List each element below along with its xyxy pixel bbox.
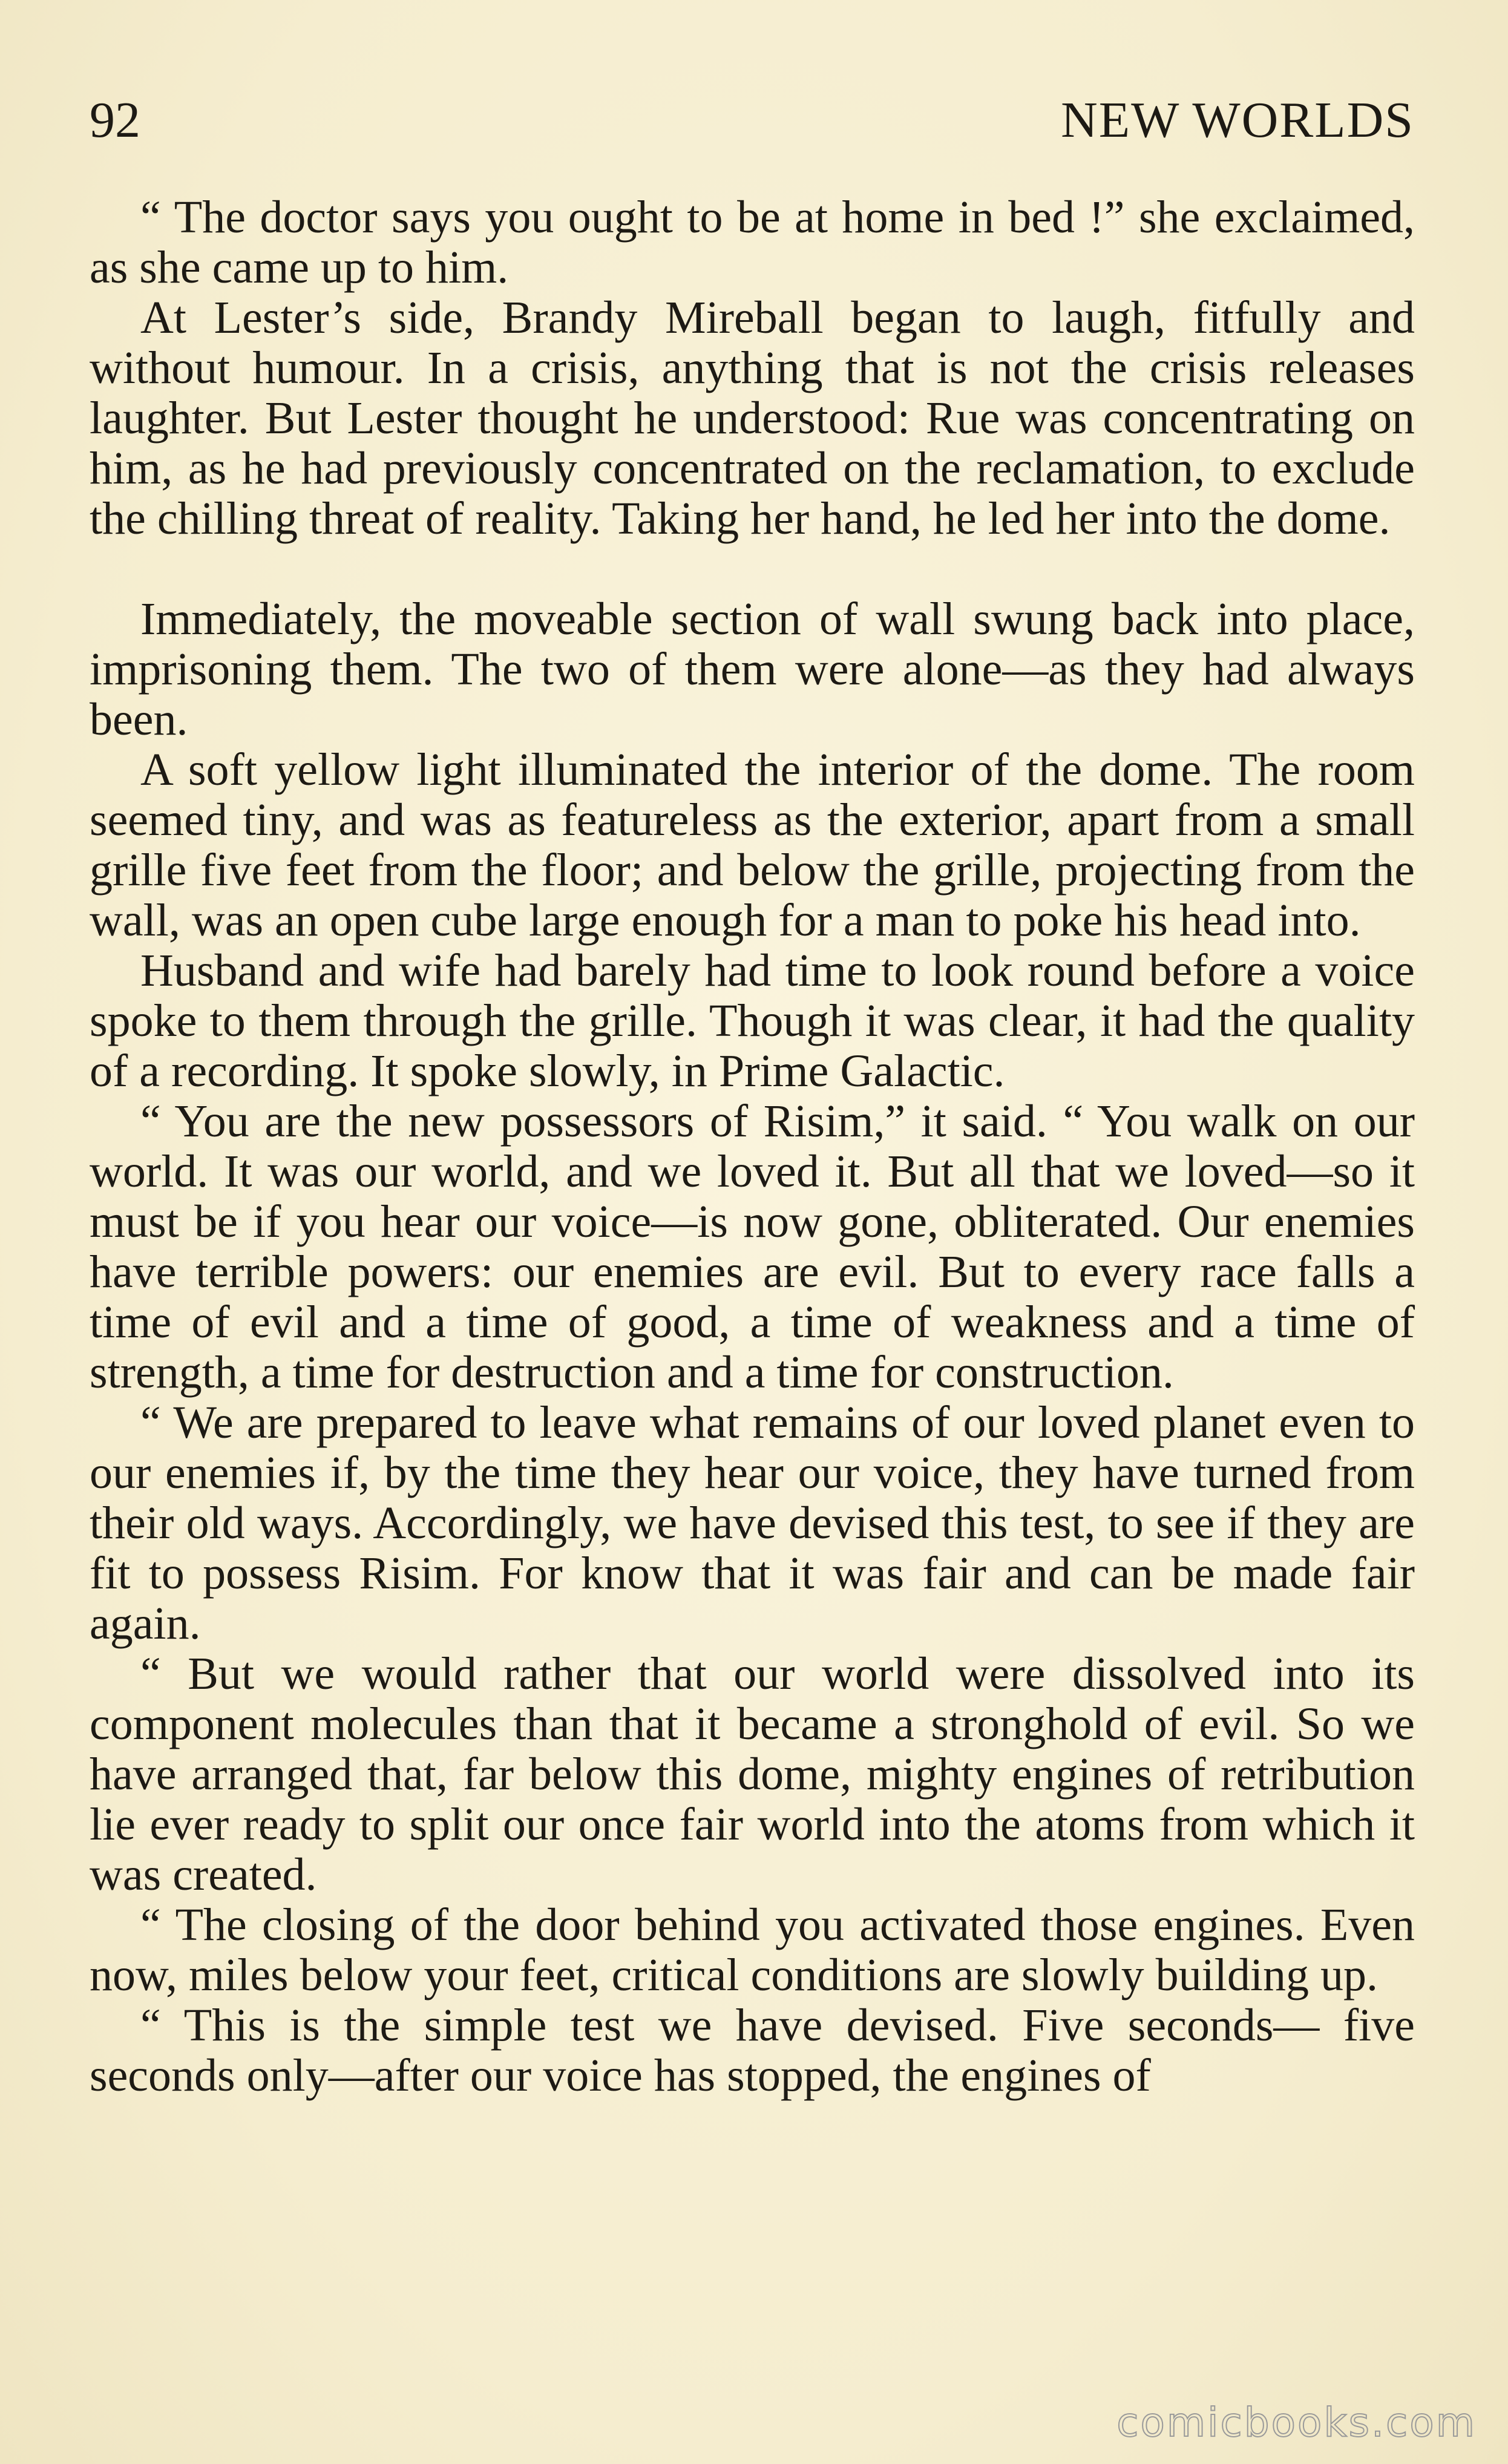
- page-header: [90, 91, 1414, 157]
- page-number: 92: [90, 92, 140, 148]
- watermark: comicbooks.com: [1116, 2399, 1477, 2446]
- paragraph: “ The closing of the door behind you activated those engines. Even now, miles below your feet, critical conditions are slowly building up.: [90, 1899, 1415, 2000]
- paragraph: Husband and wife had barely had time to look round before a voice spoke to them through the grille. Though it was clear, it had the quality of a recording. It spoke slowly, in Prime Galactic.: [90, 945, 1415, 1096]
- paragraph: “ This is the simple test we have devised. Five seconds— five seconds only—after our voice has stopped, the engines of: [90, 2000, 1415, 2101]
- paragraph: “ But we would rather that our world were dissolved into its component molecules than that it became a stronghold of evil. So we have arranged that, far below this dome, mighty engines of retribution lie ever ready to split our once fair world into the atoms from which it was created.: [90, 1648, 1415, 1900]
- paragraph: “ You are the new possessors of Risim,” it said. “ You walk on our world. It was our world, and we loved it. But all that we loved—so it must be if you hear our voice—is now gone, obliterated. Our enemies have terrible powers: our enemies are evil. But to every race falls a time of evil and a time of good, a time of weakness and a time of strength, a time for destruction and a time for construction.: [90, 1096, 1415, 1398]
- paragraph: A soft yellow light illuminated the interior of the dome. The room seemed tiny, and was as featureless as the exterior, apart from a small grille five feet from the floor; and below the grille, projecting from the wall, was an open cube large enough for a man to poke his head into.: [90, 744, 1415, 946]
- body-text: [90, 192, 1415, 2101]
- paragraph: Immediately, the moveable section of wall swung back into place, imprisoning them. The two of them were alone—as they had always been.: [90, 594, 1415, 745]
- running-head: NEW WORLDS: [1061, 92, 1414, 148]
- paragraph: At Lester’s side, Brandy Mireball began to laugh, fitfully and without humour. In a crisis, anything that is not the crisis releases laughter. But Lester thought he understood: Rue was concentrating on him, as he had previously concentrated on the reclamation, to exclude the chilling threat of reality. Taking her hand, he led her into the dome.: [90, 292, 1415, 544]
- paragraph: “ The doctor says you ought to be at home in bed !” she exclaimed, as she came up to him.: [90, 192, 1415, 293]
- paragraph: “ We are prepared to leave what remains of our loved planet even to our enemies if, by the time they hear our voice, they have turned from their old ways. Accordingly, we have devised this test, to see if they are fit to possess Risim. For know that it was fair and can be made fair again.: [90, 1397, 1415, 1649]
